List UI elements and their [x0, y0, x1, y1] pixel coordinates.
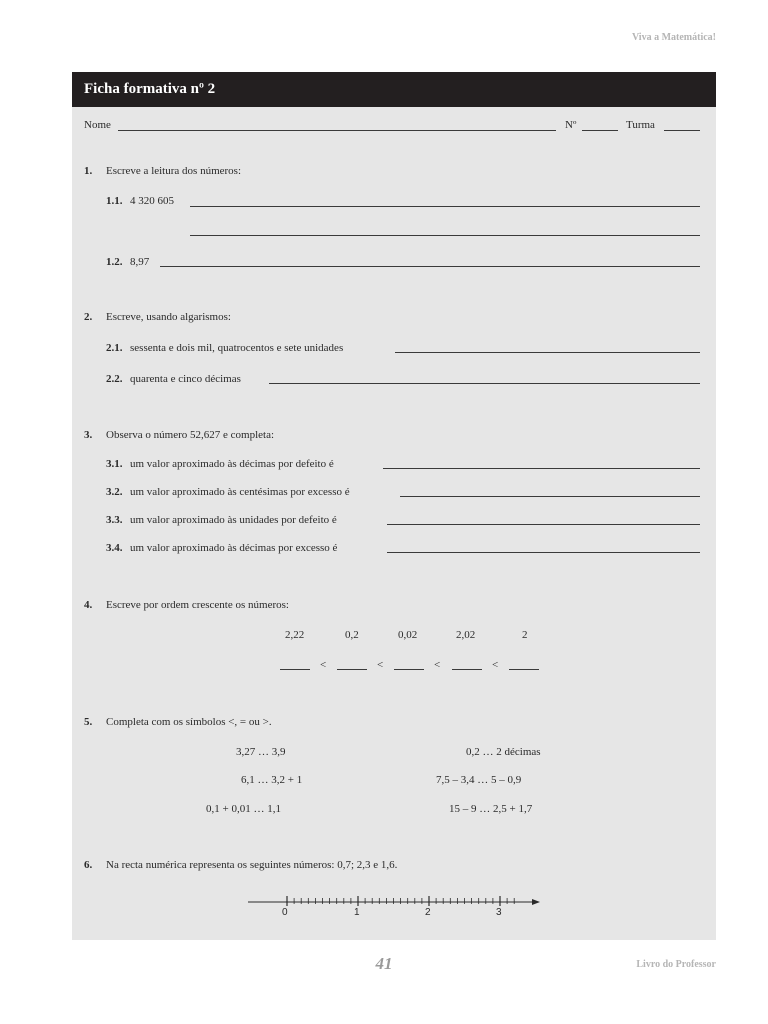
q5-comparison: 15 – 9 … 2,5 + 1,7: [449, 803, 533, 815]
q2-text: Escreve, usando algarismos:: [106, 311, 231, 323]
q4-number-item: 2: [522, 629, 528, 641]
q3-4-number: 3.4.: [106, 542, 123, 554]
class-field[interactable]: [664, 130, 700, 131]
book-label: Livro do Professor: [636, 959, 716, 970]
q4-text: Escreve por ordem crescente os números:: [106, 599, 289, 611]
q2-2-text: quarenta e cinco décimas: [130, 373, 241, 385]
q2-1-number: 2.1.: [106, 342, 123, 354]
less-than-symbol: <: [434, 659, 441, 671]
class-label: Turma: [626, 119, 655, 131]
number-line-label: 2: [425, 907, 431, 918]
brand-header: Viva a Matemática!: [631, 32, 716, 43]
q1-text: Escreve a leitura dos números:: [106, 165, 242, 177]
q1-number: 1.: [84, 165, 93, 177]
q3-4-answer-line[interactable]: [387, 552, 700, 553]
q5-number: 5.: [84, 716, 93, 728]
less-than-symbol: <: [492, 659, 499, 671]
q3-2-number: 3.2.: [106, 486, 123, 498]
q2-2-number: 2.2.: [106, 373, 123, 385]
q5-comparison: 0,1 + 0,01 … 1,1: [206, 803, 281, 815]
q3-text: Observa o número 52,627 e completa:: [106, 429, 275, 441]
less-than-symbol: <: [320, 659, 327, 671]
q3-3-text: um valor aproximado às unidades por defeito é: [130, 514, 337, 526]
number-field[interactable]: [582, 130, 618, 131]
q4-answer-blank[interactable]: [509, 669, 539, 670]
q4-number-item: 2,02: [456, 629, 476, 641]
q5-comparison: 0,2 … 2 décimas: [466, 746, 541, 758]
q1-1-answer-line[interactable]: [190, 206, 700, 207]
q6-text: Na recta numérica representa os seguintes números: 0,7; 2,3 e 1,6.: [106, 859, 398, 871]
q1-1-number: 1.1.: [106, 195, 123, 207]
q1-1-answer-line-2[interactable]: [190, 235, 700, 236]
less-than-symbol: <: [377, 659, 384, 671]
q3-1-text: um valor aproximado às décimas por defeito é: [130, 458, 334, 470]
q4-number-item: 2,22: [285, 629, 305, 641]
q3-1-answer-line[interactable]: [383, 468, 700, 469]
q5-text: Completa com os símbolos <, = ou >.: [106, 716, 272, 728]
q1-2-number: 1.2.: [106, 256, 123, 268]
name-field[interactable]: [118, 130, 556, 131]
q3-2-text: um valor aproximado às centésimas por excesso é: [130, 486, 350, 498]
worksheet: [72, 72, 716, 940]
q2-1-answer-line[interactable]: [395, 352, 700, 353]
q2-number: 2.: [84, 311, 93, 323]
q6-number: 6.: [84, 859, 93, 871]
q4-number-item: 0,02: [398, 629, 418, 641]
q2-1-text: sessenta e dois mil, quatrocentos e sete unidades: [130, 342, 344, 354]
q1-2-answer-line[interactable]: [160, 266, 700, 267]
number-line-label: 3: [496, 907, 502, 918]
q1-1-text: 4 320 605: [130, 195, 174, 207]
q3-number: 3.: [84, 429, 93, 441]
q3-3-number: 3.3.: [106, 514, 123, 526]
page-number: 41: [375, 954, 393, 973]
q4-answer-blank[interactable]: [394, 669, 424, 670]
q3-2-answer-line[interactable]: [400, 496, 700, 497]
q4-answer-blank[interactable]: [280, 669, 310, 670]
q3-1-number: 3.1.: [106, 458, 123, 470]
number-label: Nº: [565, 119, 577, 131]
q4-answer-blank[interactable]: [452, 669, 482, 670]
q5-comparison: 3,27 … 3,9: [236, 746, 286, 758]
q2-2-answer-line[interactable]: [269, 383, 700, 384]
worksheet-title: Ficha formativa nº 2: [72, 72, 716, 107]
q5-comparison: 7,5 – 3,4 … 5 – 0,9: [436, 774, 522, 786]
number-line-ticks: [287, 896, 514, 906]
q1-2-text: 8,97: [130, 256, 150, 268]
number-line[interactable]: [242, 890, 552, 924]
number-line-label: 0: [282, 907, 288, 918]
q3-3-answer-line[interactable]: [387, 524, 700, 525]
q4-number: 4.: [84, 599, 93, 611]
q3-4-text: um valor aproximado às décimas por excesso é: [130, 542, 338, 554]
q4-answer-blank[interactable]: [337, 669, 367, 670]
number-line-arrow: [532, 899, 540, 905]
q4-number-item: 0,2: [345, 629, 359, 641]
name-label: Nome: [84, 119, 111, 131]
q5-comparison: 6,1 … 3,2 + 1: [241, 774, 303, 786]
number-line-label: 1: [354, 907, 360, 918]
